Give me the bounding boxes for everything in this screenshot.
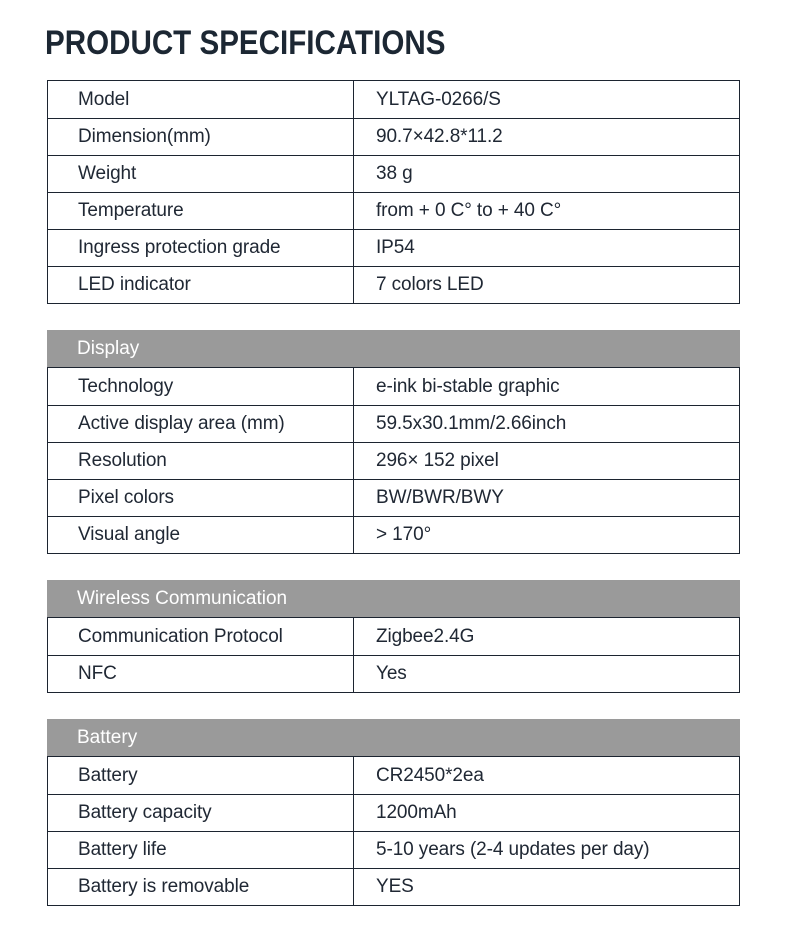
table-row (48, 479, 739, 516)
spec-label: Technology (48, 368, 354, 405)
table-row (48, 794, 739, 831)
spec-value: Zigbee2.4G (376, 625, 475, 647)
spec-label: Battery (48, 757, 354, 794)
spec-value: 38 g (376, 163, 413, 184)
spec-value: BW/BWR/BWY (376, 487, 504, 508)
table-row (48, 405, 739, 442)
spec-value: Yes (376, 663, 407, 684)
spec-label: Communication Protocol (48, 618, 354, 655)
section-header-wireless-communication: Wireless Communication (47, 580, 740, 617)
section-battery (47, 719, 740, 906)
spec-label: NFC (48, 656, 354, 692)
spec-value: CR2450*2ea (376, 764, 484, 786)
spec-value: 90.7×42.8*11.2 (376, 126, 503, 147)
spec-label: Model (48, 81, 354, 118)
spec-value: 59.5x30.1mm/2.66inch (376, 413, 567, 434)
spec-label: Battery capacity (48, 795, 354, 831)
table-row (48, 266, 739, 303)
spec-value: > 170° (376, 524, 432, 545)
section-header-battery: Battery (47, 719, 740, 756)
spec-value: 7 colors LED (376, 274, 484, 295)
table-row (48, 655, 739, 692)
page-title: PRODUCT SPECIFICATIONS (45, 24, 446, 62)
table-row (48, 831, 739, 868)
table-row (48, 229, 739, 266)
section-general (47, 80, 740, 304)
section-wireless-communication (47, 580, 740, 693)
table-row (48, 618, 739, 655)
spec-table-battery (47, 756, 740, 906)
table-row (48, 516, 739, 553)
spec-label: Active display area (mm) (48, 406, 354, 442)
spec-table-general (47, 80, 740, 304)
spec-label: Battery is removable (48, 869, 354, 905)
table-row (48, 442, 739, 479)
spec-value: from + 0 C° to + 40 C° (376, 200, 562, 221)
spec-label: Temperature (48, 193, 354, 229)
spec-label: Pixel colors (48, 480, 354, 516)
spec-table-wireless-communication (47, 617, 740, 693)
spec-label: Ingress protection grade (48, 230, 354, 266)
spec-value: YLTAG-0266/S (376, 88, 501, 110)
spec-label: Resolution (48, 443, 354, 479)
spec-value: YES (376, 876, 414, 897)
spec-value: e-ink bi-stable graphic (376, 375, 560, 397)
table-row (48, 81, 739, 118)
spec-value: 1200mAh (376, 802, 457, 823)
table-row (48, 118, 739, 155)
table-row (48, 757, 739, 794)
spec-label: LED indicator (48, 267, 354, 303)
spec-value: 296× 152 pixel (376, 450, 499, 471)
table-row (48, 868, 739, 905)
table-row (48, 155, 739, 192)
spec-value: 5-10 years (2-4 updates per day) (376, 839, 650, 860)
spec-label: Dimension(mm) (48, 119, 354, 155)
section-display (47, 330, 740, 554)
spec-label: Weight (48, 156, 354, 192)
spec-label: Visual angle (48, 517, 354, 553)
table-row (48, 368, 739, 405)
spec-label: Battery life (48, 832, 354, 868)
spec-value: IP54 (376, 237, 415, 258)
spec-table-display (47, 367, 740, 554)
section-header-display: Display (47, 330, 740, 367)
spec-tables-container (47, 80, 740, 932)
table-row (48, 192, 739, 229)
